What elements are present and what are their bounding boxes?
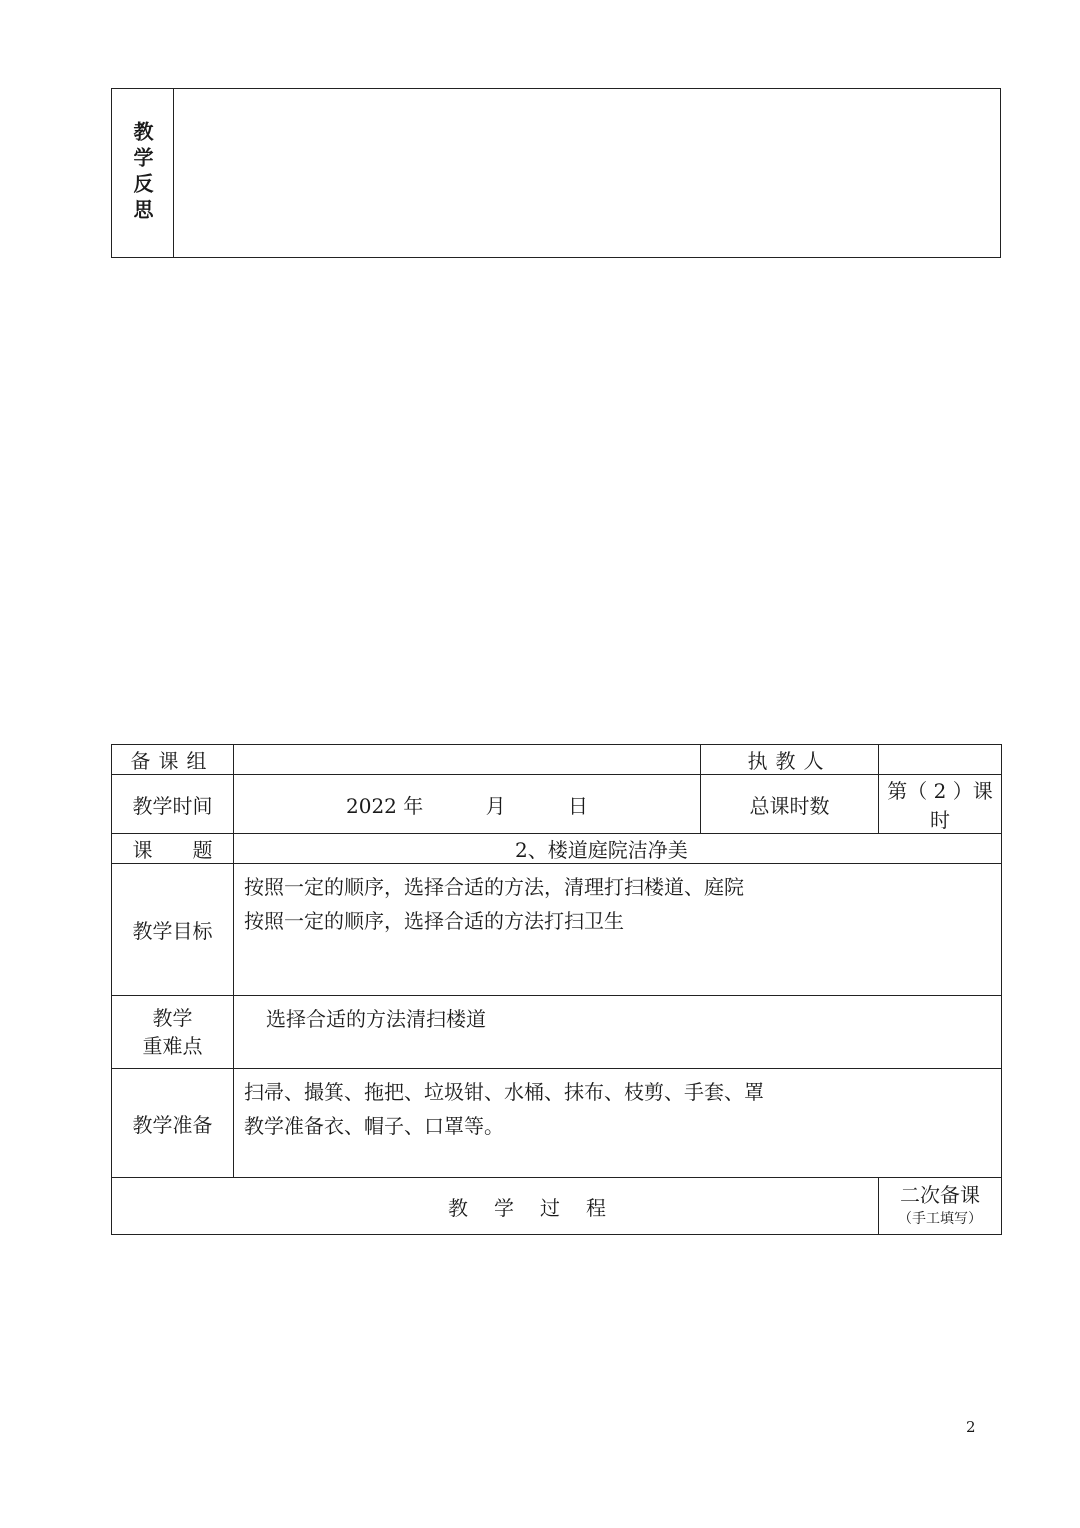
date-year: 2022 年 [346, 793, 424, 818]
key-content[interactable] [234, 996, 1002, 1069]
teacher-label: 执教人 [701, 745, 879, 775]
process-label: 教学过程 [448, 1195, 632, 1220]
group-value[interactable] [234, 745, 701, 775]
goal-label: 教学目标 [112, 864, 234, 996]
teaching-reflection-box [111, 88, 1001, 258]
teacher-value[interactable] [879, 745, 1002, 775]
goal-row [112, 864, 1002, 996]
key-label-line: 重难点 [142, 1034, 203, 1058]
prep-line: 教学准备衣、帽子、口罩等。 [244, 1114, 504, 1138]
time-label: 教学时间 [112, 775, 234, 834]
prep-content[interactable] [234, 1069, 1002, 1178]
topic-row [112, 834, 1002, 864]
second-prep-label: 二次备课 [900, 1183, 980, 1207]
goal-content[interactable] [234, 864, 1002, 996]
time-value[interactable] [234, 775, 701, 834]
time-row [112, 775, 1002, 834]
date-month: 月 [485, 793, 506, 818]
total-value: 第（ 2 ）课时 [879, 775, 1002, 834]
page-number: 2 [966, 1418, 976, 1436]
second-prep-note: （手工填写） [898, 1211, 982, 1227]
reflection-label: 教学反思 [130, 121, 154, 225]
prep-label: 教学准备 [112, 1069, 234, 1178]
second-prep-cell [879, 1178, 1002, 1235]
reflection-content-cell[interactable] [174, 89, 1000, 257]
prep-row [112, 1069, 1002, 1178]
key-label-line: 教学 [152, 1006, 193, 1030]
lesson-plan-table [111, 744, 1002, 1235]
group-row [112, 745, 1002, 775]
process-cell [112, 1178, 879, 1235]
key-label [112, 996, 234, 1069]
goal-line: 按照一定的顺序，选择合适的方法，清理打扫楼道、庭院 [244, 875, 744, 899]
process-row [112, 1178, 1002, 1235]
key-text: 选择合适的方法清扫楼道 [266, 1007, 486, 1031]
total-label: 总课时数 [701, 775, 879, 834]
topic-value: 2、楼道庭院洁净美 [234, 834, 1002, 864]
reflection-label-cell [112, 89, 174, 257]
date-day: 日 [567, 793, 588, 818]
group-label: 备课组 [112, 745, 234, 775]
goal-line: 按照一定的顺序，选择合适的方法打扫卫生 [244, 909, 624, 933]
topic-label: 课 题 [112, 834, 234, 864]
prep-line: 扫帚、撮箕、拖把、垃圾钳、水桶、抹布、枝剪、手套、罩 [244, 1080, 764, 1104]
key-row [112, 996, 1002, 1069]
